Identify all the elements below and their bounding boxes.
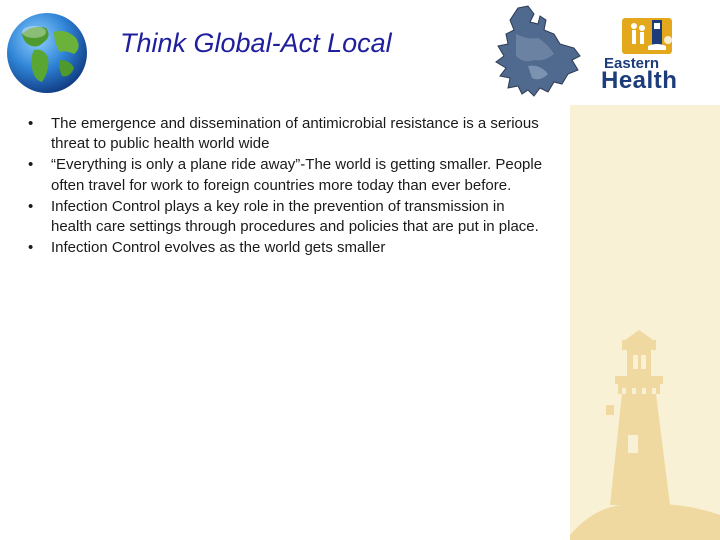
newfoundland-map-icon	[488, 4, 588, 104]
bullet-marker: •	[28, 239, 34, 257]
bullet-text: Infection Control evolves as the world gets smaller	[51, 239, 386, 257]
globe-icon	[4, 10, 90, 96]
bullet-text: The emergence and dissemination of antimicrobial resistance is a serious threat to public health world wide	[51, 115, 539, 153]
slide-title: Think Global-Act Local	[120, 28, 392, 58]
bullet-text: “Everything is only a plane ride away”-The world is getting smaller. People often travel for work to foreign countries more today than ever before.	[51, 156, 543, 194]
bullet-item	[28, 155, 548, 195]
bullet-marker: •	[28, 197, 34, 215]
bullet-item	[28, 238, 548, 258]
bullet-marker: •	[28, 115, 34, 132]
bullet-text: Infection Control plays a key role in the prevention of transmission in health care settings through procedures and policies that are put in place.	[51, 197, 539, 236]
logo-text-health: Health	[601, 67, 678, 94]
bullet-item	[28, 197, 548, 237]
logo-text-eastern: Eastern	[604, 55, 660, 72]
bullet-marker: •	[28, 156, 34, 174]
lighthouse-watermark	[570, 105, 720, 540]
bullet-list	[28, 114, 548, 259]
bullet-item	[28, 114, 548, 154]
